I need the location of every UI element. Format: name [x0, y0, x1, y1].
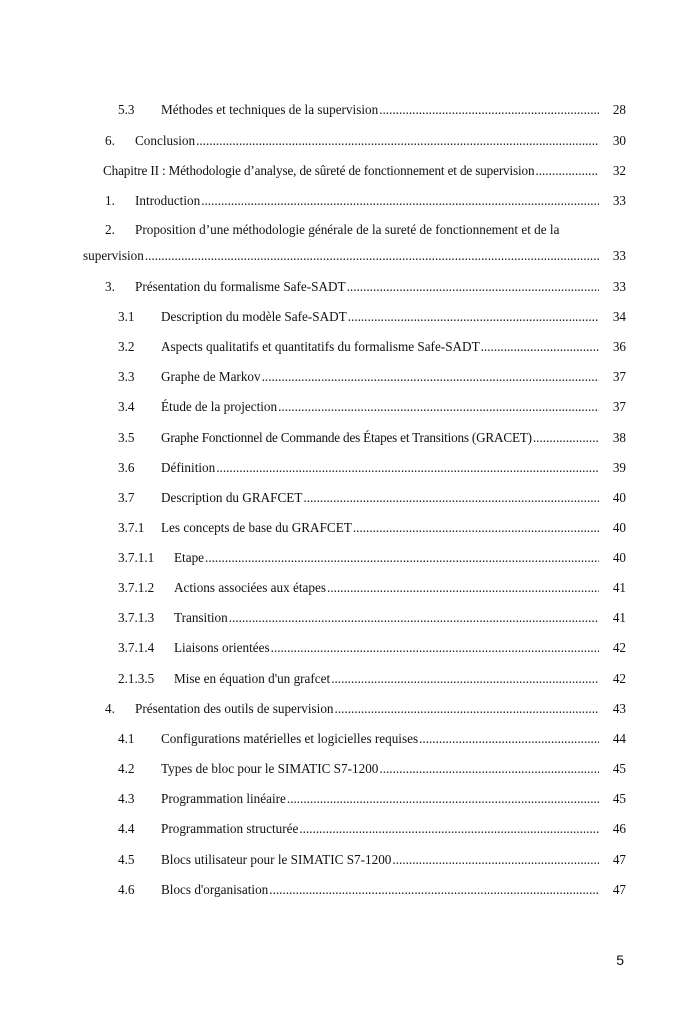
toc-entry-page: 45	[612, 761, 626, 776]
toc-entry	[0, 879, 700, 901]
toc-entry-title: Description du modèle Safe-SADT	[161, 309, 347, 324]
toc-entry-title: Blocs utilisateur pour le SIMATIC S7-1200	[161, 852, 392, 867]
toc-entry	[0, 698, 700, 720]
toc-entry-title: Programmation structurée	[161, 821, 299, 836]
toc-entry	[0, 547, 700, 569]
toc-entry	[0, 336, 700, 358]
toc-entry-number: 5.3	[118, 102, 135, 117]
dot-leader	[419, 728, 599, 750]
toc-entry-title: Aspects qualitatifs et quantitatifs du formalisme Safe-SADT	[161, 339, 480, 354]
toc-entry-number: 4.6	[118, 882, 135, 897]
toc-entry	[0, 457, 700, 479]
dot-leader	[269, 879, 599, 901]
toc-entry-number: 3.3	[118, 369, 135, 384]
toc-entry	[0, 668, 700, 690]
dot-leader	[533, 427, 599, 449]
toc-entry-number: 3.1	[118, 309, 135, 324]
toc-entry-page: 34	[612, 309, 626, 324]
toc-entry-title: Graphe de Markov	[161, 369, 261, 384]
toc-entry	[0, 396, 700, 418]
toc-entry-title: Présentation du formalisme Safe-SADT	[135, 279, 346, 294]
toc-entry-page: 43	[612, 701, 626, 716]
toc-entry-page: 40	[612, 490, 626, 505]
toc-entry-page: 42	[612, 640, 626, 655]
toc-entry	[0, 577, 700, 599]
dot-leader	[262, 366, 599, 388]
toc-entry-title: Programmation linéaire	[161, 791, 286, 806]
toc-entry-page: 28	[612, 102, 626, 117]
toc-entry-title: Mise en équation d'un grafcet	[174, 671, 331, 686]
toc-entry-page: 37	[612, 399, 626, 414]
dot-leader	[303, 487, 599, 509]
toc-entry-page: 33	[612, 279, 626, 294]
dot-leader	[205, 547, 599, 569]
toc-entry	[0, 849, 700, 871]
dot-leader	[229, 607, 599, 629]
toc-entry-page: 39	[612, 460, 626, 475]
toc-entry-title: Conclusion	[135, 133, 196, 148]
toc-entry-title: Méthodes et techniques de la supervision	[161, 102, 379, 117]
toc-entry-page: 37	[612, 369, 626, 384]
dot-leader	[379, 758, 599, 780]
toc-entry-title: Transition	[174, 610, 228, 625]
toc-entry-title: Les concepts de base du GRAFCET	[161, 520, 352, 535]
toc-entry-number: 3.	[105, 279, 115, 294]
toc-entry	[0, 788, 700, 810]
toc-entry-number: 6.	[105, 133, 115, 148]
dot-leader	[379, 99, 599, 121]
toc-entry-title: Configurations matérielles et logicielles requises	[161, 731, 419, 746]
toc-entry	[0, 366, 700, 388]
dot-leader	[271, 637, 599, 659]
toc-entry-number: 3.5	[118, 430, 135, 445]
toc-entry-page: 38	[612, 430, 626, 445]
dot-leader	[347, 276, 599, 298]
toc-entry	[0, 427, 700, 449]
toc-entry-multiline	[0, 219, 700, 241]
dot-leader	[535, 160, 599, 182]
toc-entry-title-continuation: supervision	[83, 248, 144, 263]
toc-entry-page: 41	[612, 580, 626, 595]
toc-entry-title: Introduction	[135, 193, 201, 208]
dot-leader	[353, 517, 599, 539]
toc-entry	[0, 99, 700, 121]
toc-entry	[0, 758, 700, 780]
toc-entry-page: 30	[612, 133, 626, 148]
toc-entry-page: 36	[612, 339, 626, 354]
toc-entry-number: 3.7.1.4	[118, 640, 155, 655]
dot-leader	[481, 336, 599, 358]
dot-leader	[348, 306, 599, 328]
toc-entry-page: 47	[612, 882, 626, 897]
toc-entry-page: 44	[612, 731, 626, 746]
dot-leader	[327, 577, 599, 599]
dot-leader	[196, 130, 599, 152]
dot-leader	[216, 457, 599, 479]
toc-entry-title: Chapitre II : Méthodologie d’analyse, de sûreté de fonctionnement et de supervision	[103, 163, 535, 178]
toc-entry-title: Etape	[174, 550, 205, 565]
toc-entry-number: 3.7.1.2	[118, 580, 155, 595]
toc-entry	[0, 276, 700, 298]
toc-entry-page: 32	[612, 163, 626, 178]
toc-entry-number: 1.	[105, 193, 115, 208]
toc-entry-title: Actions associées aux étapes	[174, 580, 326, 595]
toc-entry	[0, 487, 700, 509]
toc-entry-page: 41	[612, 610, 626, 625]
toc-entry	[0, 637, 700, 659]
dot-leader	[287, 788, 599, 810]
toc-entry-page: 46	[612, 821, 626, 836]
dot-leader	[331, 668, 599, 690]
toc-entry-title: Types de bloc pour le SIMATIC S7-1200	[161, 761, 379, 776]
toc-entry-number: 3.4	[118, 399, 135, 414]
toc-entry	[0, 306, 700, 328]
toc-entry-number: 4.5	[118, 852, 135, 867]
toc-entry-page: 47	[612, 852, 626, 867]
toc-entry-page: 33	[612, 193, 626, 208]
toc-entry-number: 3.7	[118, 490, 135, 505]
toc-entry-number: 4.1	[118, 731, 135, 746]
toc-entry-continuation	[0, 245, 700, 267]
toc-entry-page: 40	[612, 520, 626, 535]
toc-entry-number: 3.2	[118, 339, 135, 354]
toc-entry-page: 45	[612, 791, 626, 806]
toc-entry-number: 3.7.1.1	[118, 550, 155, 565]
toc-entry-title: Blocs d'organisation	[161, 882, 269, 897]
dot-leader	[335, 698, 599, 720]
toc-entry-page: 33	[612, 248, 626, 263]
toc-entry-number: 2.	[105, 222, 115, 237]
toc-entry-page: 40	[612, 550, 626, 565]
toc-entry-number: 4.3	[118, 791, 135, 806]
toc-entry-title: Proposition d’une méthodologie générale de la sureté de fonctionnement et de la	[135, 222, 560, 237]
toc-entry	[0, 517, 700, 539]
dot-leader	[278, 396, 599, 418]
dot-leader	[299, 818, 599, 840]
toc-entry-title: Présentation des outils de supervision	[135, 701, 334, 716]
toc-entry-number: 4.4	[118, 821, 135, 836]
toc-entry-title: Définition	[161, 460, 216, 475]
toc-entry-title: Étude de la projection	[161, 399, 278, 414]
toc-entry-page: 42	[612, 671, 626, 686]
toc-entry-title: Description du GRAFCET	[161, 490, 303, 505]
toc-entry-title: Liaisons orientées	[174, 640, 270, 655]
toc-entry-number: 3.7.1.3	[118, 610, 155, 625]
toc-entry-chapter	[0, 160, 700, 182]
dot-leader	[392, 849, 599, 871]
dot-leader	[145, 245, 599, 267]
page-number: 5	[616, 952, 624, 968]
toc-entry	[0, 818, 700, 840]
toc-entry	[0, 190, 700, 212]
toc-entry	[0, 607, 700, 629]
toc-entry	[0, 728, 700, 750]
toc-entry-title: Graphe Fonctionnel de Commande des Étapes et Transitions (GRACET)	[161, 430, 532, 445]
toc-entry	[0, 130, 700, 152]
toc-entry-number: 4.	[105, 701, 115, 716]
dot-leader	[201, 190, 599, 212]
toc-entry-number: 3.6	[118, 460, 135, 475]
toc-entry-number: 3.7.1	[118, 520, 145, 535]
toc-entry-number: 2.1.3.5	[118, 671, 155, 686]
toc-entry-number: 4.2	[118, 761, 135, 776]
